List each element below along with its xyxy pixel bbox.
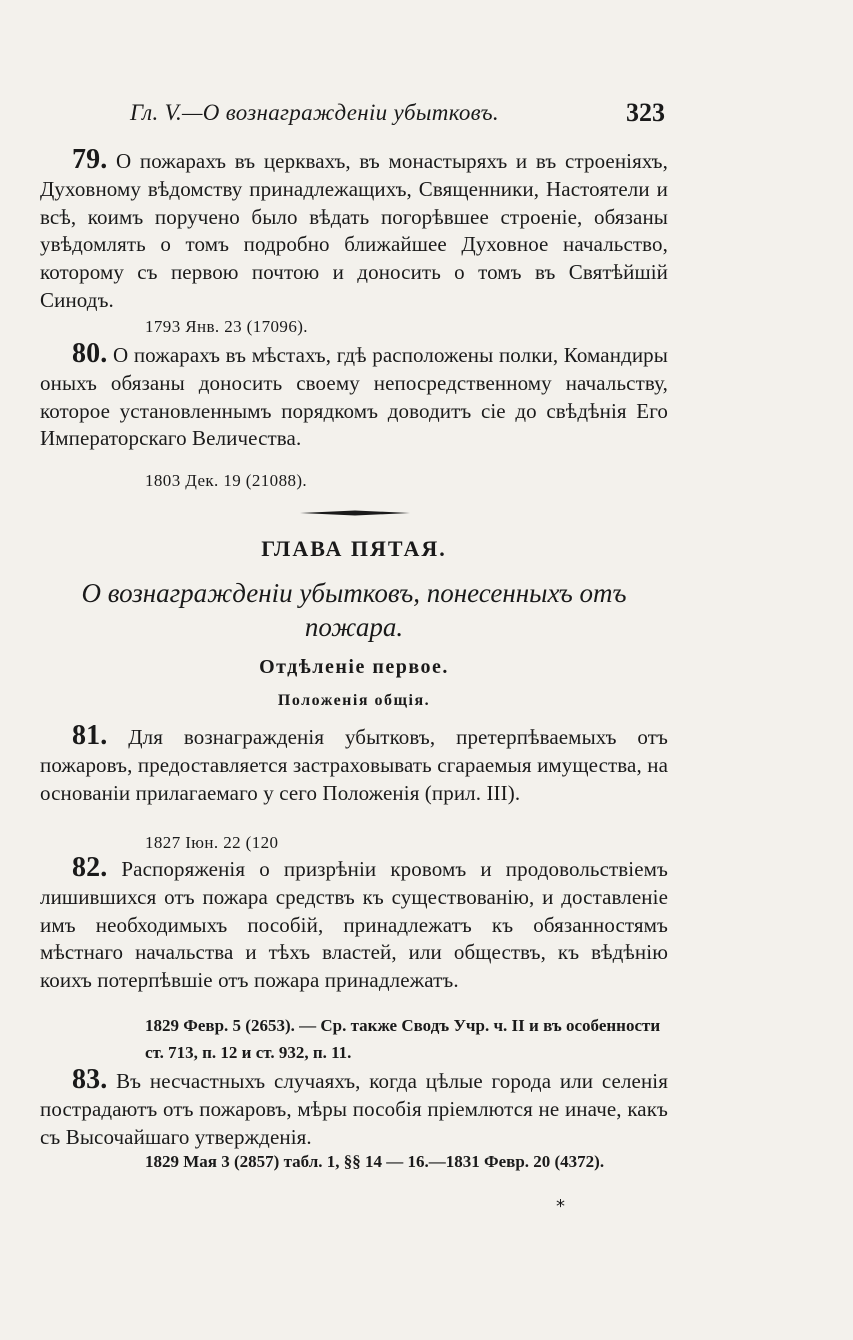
article-83 bbox=[40, 1066, 668, 1151]
article-79 bbox=[40, 146, 668, 315]
article-number: 80. bbox=[72, 338, 108, 369]
article-text: О пожарахъ въ мѣстахъ, гдѣ расположены полки, Командиры оныхъ обязаны доносить своему непосредственному начальству, которое установленнымъ порядкомъ доводитъ сіе до свѣдѣнія Его Императорскаго Величества. bbox=[40, 343, 668, 451]
chapter-subtitle: О вознагражденіи убытковъ, понесенныхъ отъ пожара. bbox=[81, 578, 627, 642]
article-number: 81. bbox=[72, 720, 108, 751]
article-82 bbox=[40, 854, 668, 995]
footer-mark: * bbox=[556, 1196, 565, 1217]
article-text: Распоряженія о призрѣніи кровомъ и продовольствіемъ лишившихся отъ пожара средствъ къ существованію, и доставленіе имъ необходимыхъ пособій, принадлежатъ къ обязанностямъ мѣстнаго начальства и тѣхъ властей, или обществъ, къ вѣдѣнію коихъ потерпѣвшіе отъ пожара принадлежатъ. bbox=[40, 857, 668, 993]
page-number: 323 bbox=[626, 98, 665, 127]
article-citation: 1829 Мая 3 (2857) табл. 1, §§ 14 — 16.—1831 Февр. 20 (4372). bbox=[145, 1152, 605, 1171]
article-text: Въ несчастныхъ случаяхъ, когда цѣлые города или селенія пострадаютъ отъ пожаровъ, мѣры пособія пріемлются не иначе, какъ съ Высочайшаго утвержденія. bbox=[40, 1069, 668, 1149]
article-number: 82. bbox=[72, 852, 108, 883]
article-80 bbox=[40, 340, 668, 453]
section-title: Отдѣленіе первое. bbox=[259, 656, 449, 678]
article-81 bbox=[40, 722, 668, 807]
article-number: 83. bbox=[72, 1064, 108, 1095]
running-head-title: Гл. V.—О вознагражденіи убытковъ. bbox=[130, 100, 499, 125]
article-text: Для вознагражденія убытковъ, претерпѣваемыхъ отъ пожаровъ, предоставляется застраховывать сгараемыя имущества, на основаніи прилагаемаго у сего Положенія (прил. III). bbox=[40, 725, 668, 805]
article-text: О пожарахъ въ церквахъ, въ монастыряхъ и въ строеніяхъ, Духовному вѣдомству принадлежащихъ, Священники, Настоятели и всѣ, коимъ поручено было вѣдать погорѣвшее строеніе, обязаны увѣдомлять о томъ подробно ближайшее Духовное начальство, которому съ первою почтою и доносить о томъ въ Святѣйшій Синодъ. bbox=[40, 149, 668, 312]
article-citation: 1793 Янв. 23 (17096). bbox=[145, 317, 308, 336]
section-divider bbox=[300, 510, 410, 514]
section-subtitle: Положенія общія. bbox=[277, 692, 431, 709]
running-head bbox=[40, 100, 665, 132]
article-citation: 1827 Іюн. 22 (120 bbox=[145, 833, 279, 852]
article-number: 79. bbox=[72, 144, 108, 175]
article-citation: 1803 Дек. 19 (21088). bbox=[145, 471, 308, 490]
article-citation: 1829 Февр. 5 (2653). — Ср. также Сводъ Учр. ч. II и въ особенности ст. 713, п. 12 и ст. 932, п. 11. bbox=[145, 1016, 661, 1062]
chapter-title: ГЛАВА ПЯТАЯ. bbox=[261, 536, 447, 561]
